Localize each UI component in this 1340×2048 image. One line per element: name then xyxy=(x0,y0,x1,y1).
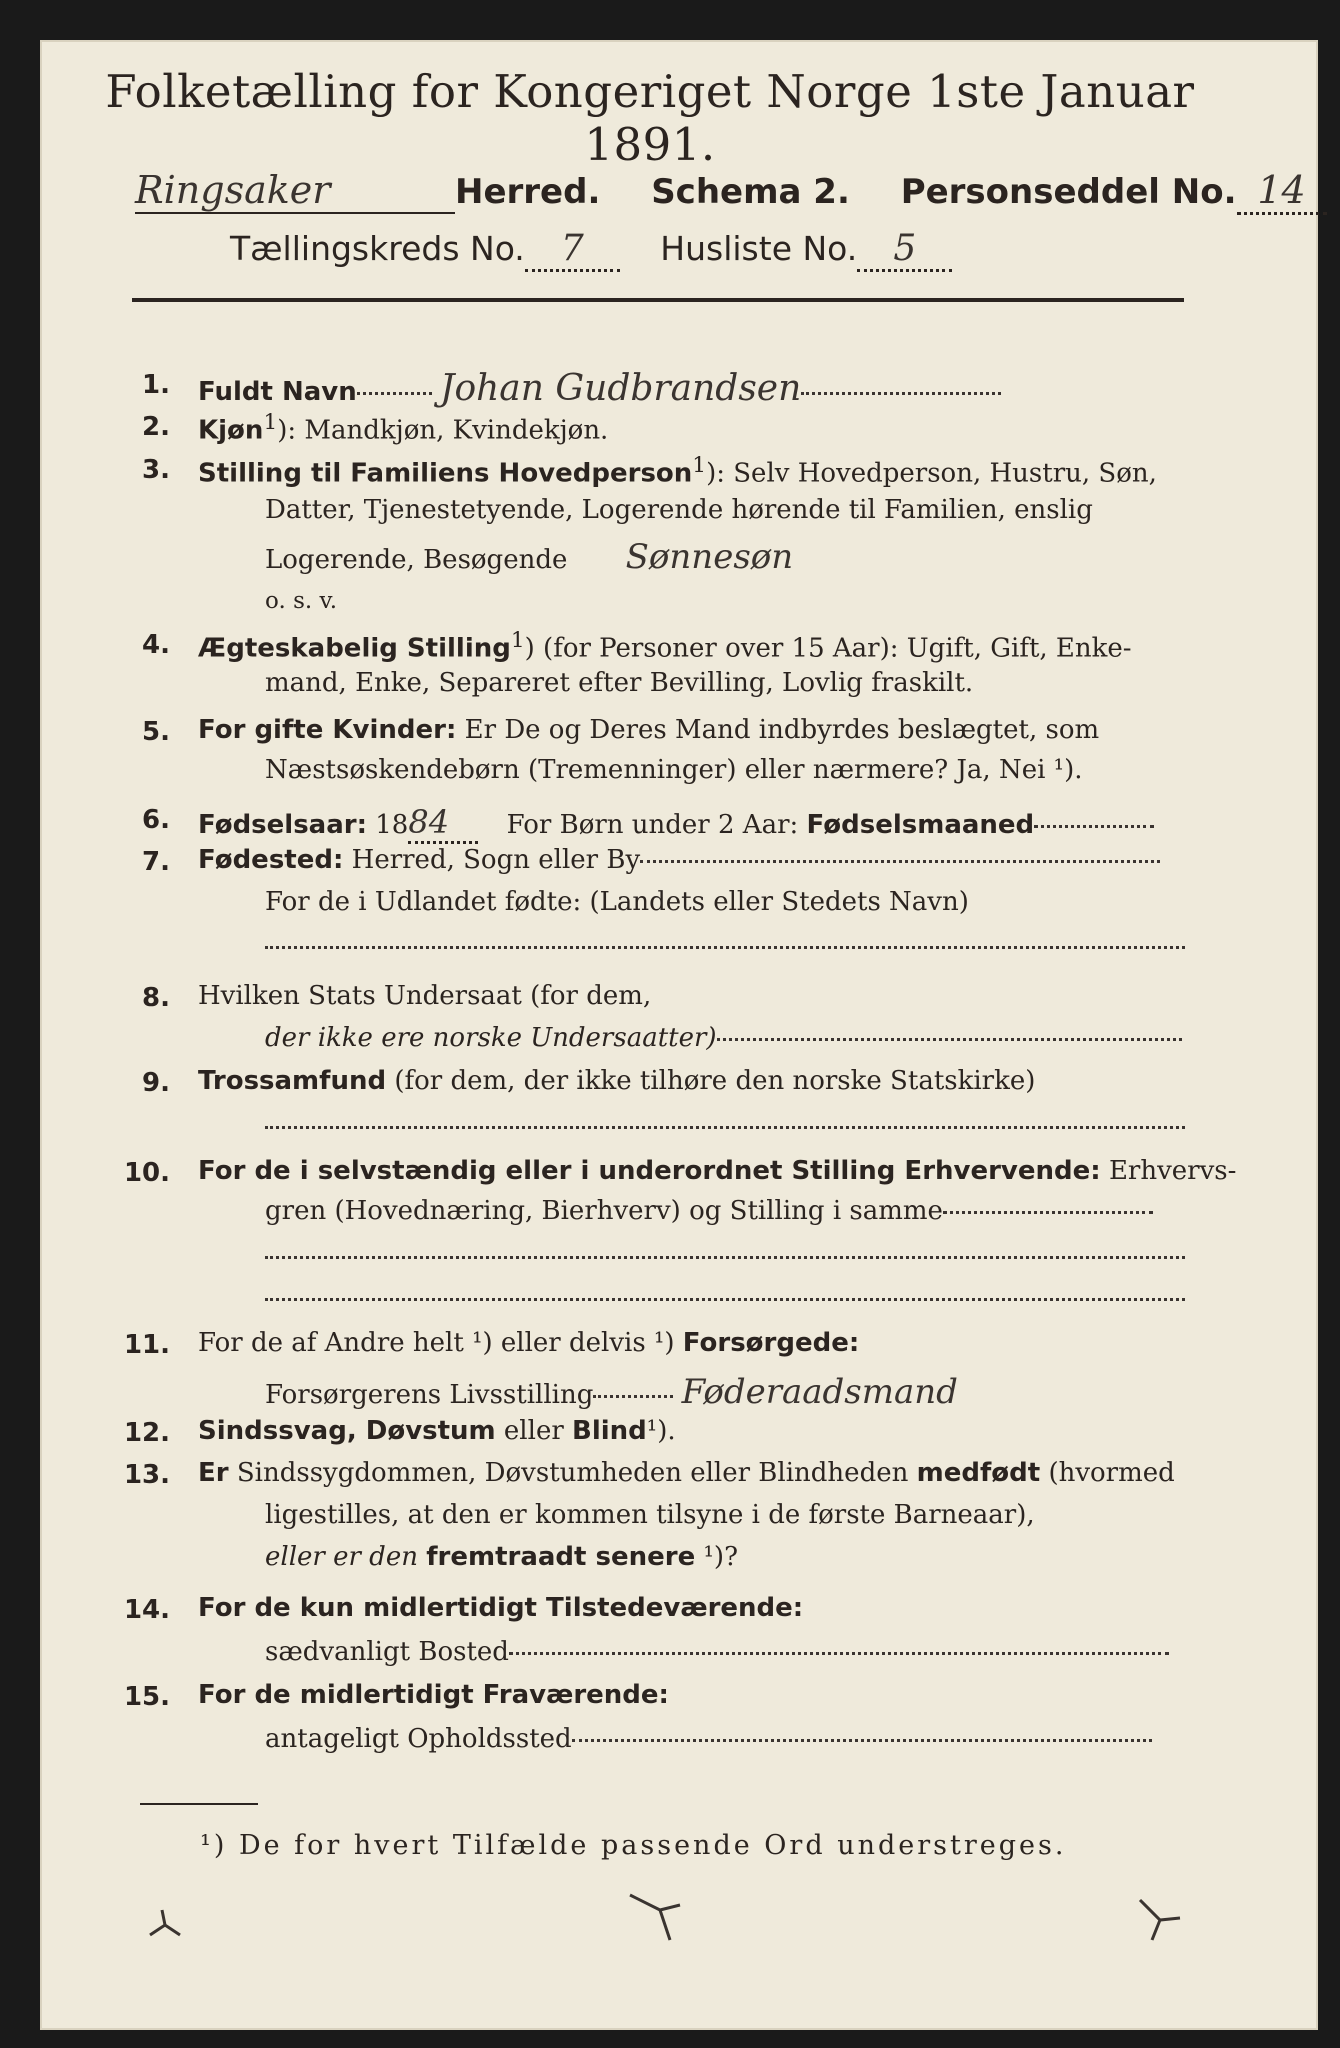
schema-label: Schema 2. xyxy=(651,172,850,212)
herred-label: Herred. xyxy=(455,172,601,212)
q15-line2-row xyxy=(265,1724,1152,1754)
q1-leader-end xyxy=(801,391,1001,395)
q3-answer: Sønnesøn xyxy=(625,537,794,577)
q12-row xyxy=(198,1416,676,1446)
q3-row: Stilling til Familiens Hovedperson$^1$): Selv Hovedperson, Hustru, Søn, xyxy=(198,453,1157,489)
q13-text: Sindssygdommen, Døvstumheden eller Blindheden xyxy=(236,1458,909,1488)
q7-leader xyxy=(640,859,1160,863)
q14-number: 14. xyxy=(123,1595,170,1625)
q15-number: 15. xyxy=(123,1682,170,1712)
q10-text: Erhvervs- xyxy=(1108,1156,1237,1186)
q8-leader xyxy=(717,1037,1182,1041)
q1-answer: Johan Gudbrandsen xyxy=(440,368,802,409)
q10-label: For de i selvstændig eller i underordnet Stilling Erhvervende: xyxy=(198,1156,1101,1186)
q8-text: (for dem, xyxy=(530,981,652,1011)
q13-line3b: fremtraadt senere xyxy=(426,1542,696,1572)
husliste-answer: 5 xyxy=(857,228,952,272)
q12-number: 12. xyxy=(123,1418,170,1448)
q11-label: For de af Andre xyxy=(198,1328,405,1358)
q12-label2: Blind xyxy=(572,1416,647,1446)
q13-number: 13. xyxy=(123,1460,170,1490)
personseddel-answer: 14 xyxy=(1237,168,1327,215)
q5-row xyxy=(198,715,1099,745)
q2-label: Kjøn xyxy=(198,415,264,446)
husliste-label: Husliste No. xyxy=(660,229,858,268)
q5-number: 5. xyxy=(142,717,170,747)
q6-year-answer: 84 xyxy=(408,803,478,844)
q7-label: Fødested: xyxy=(198,845,344,875)
q6-number: 6. xyxy=(142,805,170,835)
q5-label: For gifte Kvinder: xyxy=(198,715,457,745)
q10-line2-row xyxy=(265,1196,1153,1226)
q10-number: 10. xyxy=(123,1158,170,1188)
q11-line2: Forsørgerens Livsstilling xyxy=(265,1380,594,1410)
q9-answer-line xyxy=(265,1125,1185,1129)
q11-answer: Føderaadsmand xyxy=(681,1372,958,1412)
q13-row xyxy=(198,1458,1175,1488)
q4-text: ) (for Personer over 15 Aar): Ugift, Gift, Enke- xyxy=(524,633,1132,664)
herred-line xyxy=(135,168,1327,215)
q15-label: For de midlertidigt Fraværende: xyxy=(198,1680,669,1710)
q3-line4: o. s. v. xyxy=(265,588,338,614)
q3-line3 xyxy=(265,537,793,577)
q13-label: Er xyxy=(198,1458,229,1488)
q11-leader xyxy=(593,1394,673,1398)
q3-line2: Datter, Tjenestetyende, Logerende hørende til Familien, enslig xyxy=(265,495,1093,525)
q6-label2: Fødselsmaaned xyxy=(806,810,1035,840)
q3-number: 3. xyxy=(142,455,170,485)
q6-year-prefix: 18 xyxy=(375,810,409,840)
q11-line2-row xyxy=(265,1372,958,1412)
q4-number: 4. xyxy=(142,630,170,660)
q12-tail: ¹). xyxy=(646,1416,676,1446)
q8-number: 8. xyxy=(142,983,170,1013)
q1-label: Fuldt Navn xyxy=(198,377,357,407)
q2-number: 2. xyxy=(142,412,170,442)
q7-number: 7. xyxy=(142,847,170,877)
q9-text: (for dem, der ikke tilhøre den norske Statskirke) xyxy=(394,1066,1036,1096)
q2-text: ): Mandkjøn, Kvindekjøn. xyxy=(277,415,609,446)
q7-row xyxy=(198,845,1160,875)
q7-line2: For de i Udlandet fødte: (Landets eller Stedets Navn) xyxy=(265,887,969,917)
q11-number: 11. xyxy=(123,1330,170,1360)
q14-leader xyxy=(509,1651,1169,1655)
q1-leader xyxy=(357,391,432,395)
herred-answer: Ringsaker xyxy=(135,168,455,214)
header-divider xyxy=(132,298,1184,302)
footnote-rule xyxy=(140,1803,258,1805)
q12-text: eller xyxy=(503,1416,564,1446)
q1-number: 1. xyxy=(142,370,170,400)
kreds-line xyxy=(230,228,952,272)
q10-leader xyxy=(943,1210,1153,1214)
q6-label: Fødselsaar: xyxy=(198,810,367,840)
q1-row xyxy=(198,368,1001,409)
q9-row xyxy=(198,1066,1035,1096)
q3-text: ): Selv Hovedperson, Hustru, Søn, xyxy=(706,458,1157,489)
q15-row xyxy=(198,1680,669,1710)
q14-line2: sædvanligt Bosted xyxy=(265,1637,509,1667)
q13-line3c: ¹)? xyxy=(703,1542,739,1572)
q2-sup: 1 xyxy=(263,410,278,435)
q10-row xyxy=(198,1156,1236,1186)
q14-line2-row xyxy=(265,1637,1169,1667)
q12-label: Sindssvag, Døvstum xyxy=(198,1416,496,1446)
q15-leader xyxy=(572,1738,1152,1742)
kreds-label: Tællingskreds No. xyxy=(230,229,525,268)
q3-line3-text: Logerende, Besøgende xyxy=(265,545,568,575)
q11-text: helt ¹) eller delvis ¹) xyxy=(412,1328,675,1358)
q2-row xyxy=(198,410,608,446)
q10-answer-line-1 xyxy=(265,1255,1185,1259)
q8-row xyxy=(198,981,651,1011)
q4-row: Ægteskabelig Stilling$^1$) (for Personer over 15 Aar): Ugift, Gift, Enke- xyxy=(198,628,1132,664)
q8-line2-row xyxy=(265,1023,1182,1053)
q11-row xyxy=(198,1328,859,1358)
q6-row xyxy=(198,803,1154,844)
q13-line3a: eller er den xyxy=(265,1542,418,1572)
bottom-marks xyxy=(140,1890,1240,1970)
q13-line2: ligestilles, at den er kommen tilsyne i de første Barneaar), xyxy=(265,1500,1035,1530)
q7-answer-line xyxy=(265,945,1185,949)
q13-tail: (hvormed xyxy=(1048,1458,1175,1488)
q14-row xyxy=(198,1593,803,1623)
kreds-answer: 7 xyxy=(525,228,620,272)
q7-text: Herred, Sogn eller By xyxy=(351,845,641,875)
q4-label: Ægteskabelig Stilling xyxy=(198,633,511,664)
q15-line2: antageligt Opholdssted xyxy=(265,1724,572,1754)
q8-line2: der ikke ere norske Undersaatter) xyxy=(265,1023,717,1053)
q9-label: Trossamfund xyxy=(198,1066,387,1096)
personseddel-label: Personseddel No. xyxy=(900,172,1237,212)
q6-text: For Børn under 2 Aar: xyxy=(506,810,799,840)
q10-line2: gren (Hovednæring, Bierhverv) og Stilling i samme xyxy=(265,1196,943,1226)
q14-label: For de kun midlertidigt Tilstedeværende: xyxy=(198,1593,804,1623)
q4-line2: mand, Enke, Separeret efter Bevilling, Lovlig fraskilt. xyxy=(265,668,974,698)
q11-label2: Forsørgede: xyxy=(682,1328,860,1358)
q3-label: Stilling til Familiens Hovedperson xyxy=(198,458,693,489)
q10-answer-line-2 xyxy=(265,1297,1185,1301)
footnote: ¹) De for hvert Tilfælde passende Ord understreges. xyxy=(200,1830,1067,1861)
q5-line2: Næstsøskendebørn (Tremenninger) eller nærmere? Ja, Nei ¹). xyxy=(265,755,1083,785)
q5-text: Er De og Deres Mand indbyrdes beslægtet, som xyxy=(464,715,1100,745)
q8-label: Hvilken Stats Undersaat xyxy=(198,981,522,1011)
q6-leader xyxy=(1034,824,1154,828)
q13-label2: medfødt xyxy=(916,1458,1041,1488)
q9-number: 9. xyxy=(142,1068,170,1098)
page-title: Folketælling for Kongeriget Norge 1ste Januar 1891. xyxy=(105,65,1195,171)
q13-line3 xyxy=(265,1542,738,1572)
